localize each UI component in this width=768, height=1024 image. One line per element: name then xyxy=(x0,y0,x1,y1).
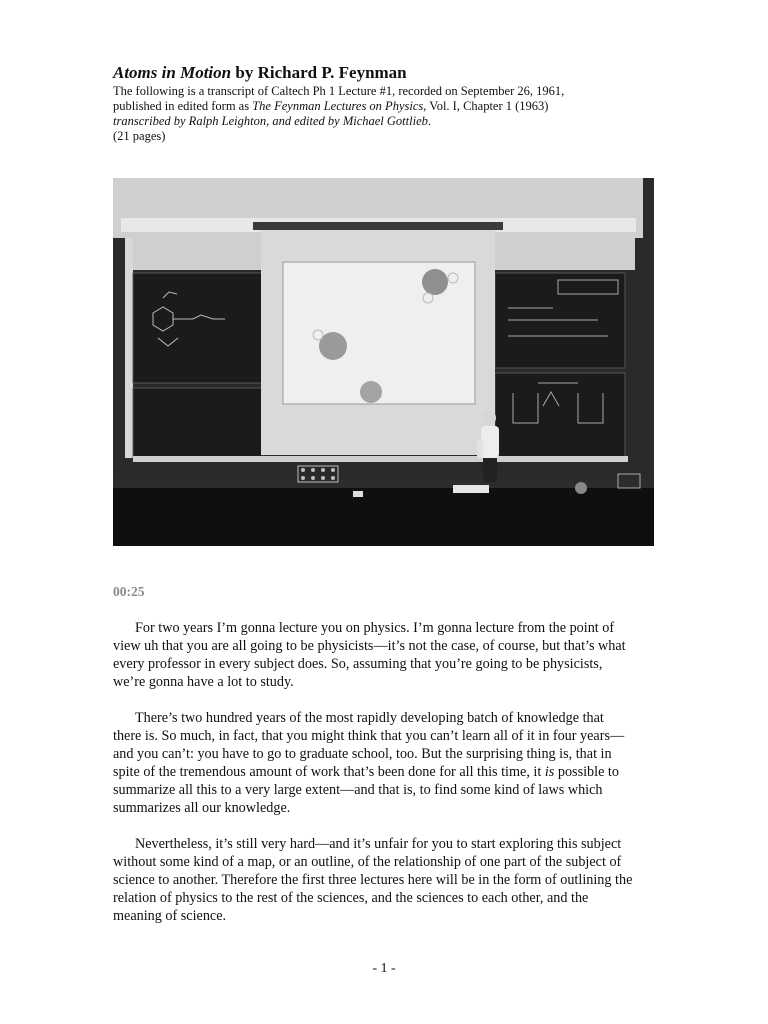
meta-line-1: The following is a transcript of Caltech Ph 1 Lecture #1, recorded on September 26, 1961, xyxy=(113,84,565,98)
lecture-hall-illustration xyxy=(113,178,654,546)
meta-line-2-suffix: , Vol. I, Chapter 1 (1963) xyxy=(423,99,549,113)
transcript-body xyxy=(113,619,635,943)
page-number: - 1 - xyxy=(372,961,396,976)
transcription-credit: transcribed by Ralph Leighton, and edited by Michael Gottlieb xyxy=(113,114,428,128)
paragraph-2-emphasis: is xyxy=(544,764,555,780)
document-header xyxy=(113,62,673,144)
document-title xyxy=(113,62,673,84)
meta-line-3-end: . xyxy=(427,114,431,128)
title-author: by Richard P. Feynman xyxy=(231,63,407,82)
meta-line-2-prefix: published in edited form as xyxy=(113,99,253,113)
paragraph-2 xyxy=(113,709,635,817)
title-italic: Atoms in Motion xyxy=(113,63,232,82)
paragraph-2-part-a: There’s two hundred years of the most rapidly developing batch of knowledge that there is. So much, in fact, that you might think that you can’t learn all of it in four years—and you can’t: you have to go to graduate school, too. But the surprising thing is, that in spite of the tremendous amount of work that’s been done for all this time, it xyxy=(113,710,625,780)
meta-line-2 xyxy=(113,99,673,114)
page-count: (21 pages) xyxy=(113,129,166,143)
timestamp: 00:25 xyxy=(113,584,145,599)
meta-line-3 xyxy=(113,114,673,129)
book-title: The Feynman Lectures on Physics xyxy=(252,99,424,113)
paragraph-1: For two years I’m gonna lecture you on physics. I’m gonna lecture from the point of view uh that you are all going to be physicists—it’s not the case, of course, but that’s what every professor in every subject does. So, assuming that you’re going to be physicists, we’re gonna have a lot to study. xyxy=(113,620,626,690)
lecture-photo xyxy=(113,178,654,546)
paragraph-3: Nevertheless, it’s still very hard—and it’s unfair for you to start exploring this subject without some kind of a map, or an outline, of the relationship of one part of the subject of science to another. Therefore the first three lectures here will be in the form of outlining the relation of physics to the rest of the sciences, and the sciences to each other, and the meaning of science. xyxy=(113,836,633,924)
paragraph-2-part-b: possible to summarize all this to a very large extent—and that is, to find some kind of laws which summarizes all our knowledge. xyxy=(113,764,619,816)
